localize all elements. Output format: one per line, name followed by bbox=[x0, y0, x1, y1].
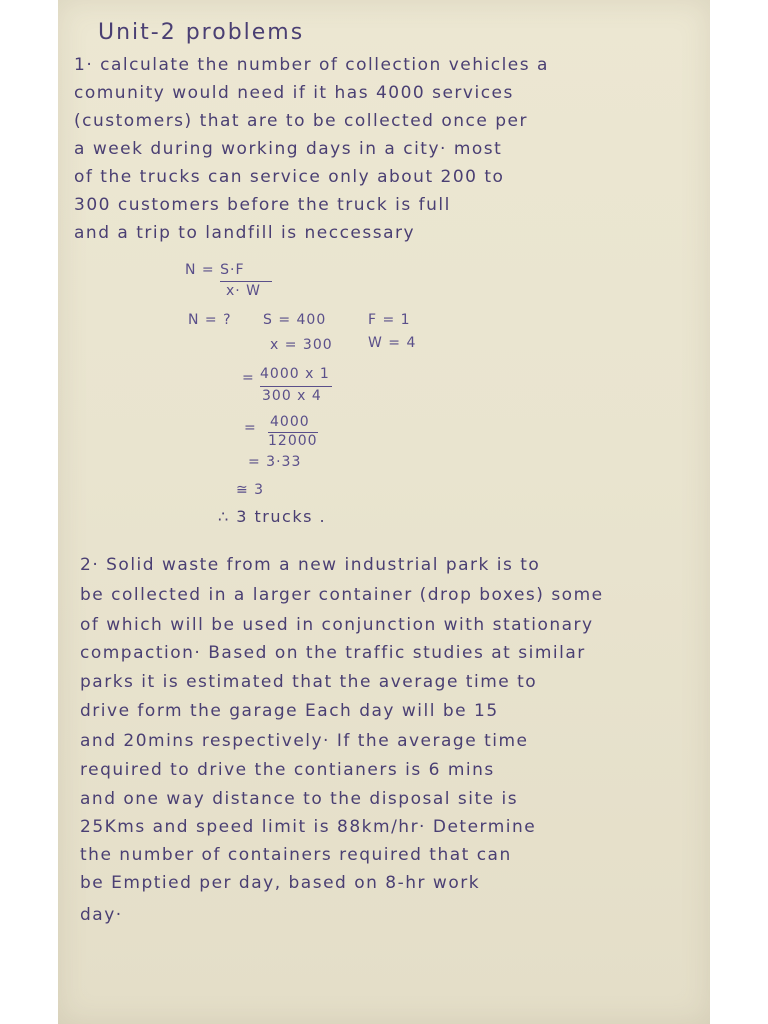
problem-2-line: be Emptied per day, based on 8-hr work bbox=[80, 873, 481, 893]
step1-denominator: 300 x 4 bbox=[262, 388, 322, 404]
problem-2-line: required to drive the contianers is 6 mins bbox=[80, 760, 495, 780]
given-s: S = 400 bbox=[263, 312, 327, 328]
problem-2-line: parks it is estimated that the average time to bbox=[80, 672, 538, 692]
problem-1-line: (customers) that are to be collected once per bbox=[74, 111, 528, 131]
notebook-page bbox=[58, 0, 710, 1024]
problem-2-text bbox=[80, 555, 705, 935]
problem-1-line: comunity would need if it has 4000 services bbox=[74, 83, 514, 103]
step2-equals: = bbox=[244, 420, 257, 436]
problem-1-text bbox=[74, 55, 704, 255]
problem-1-line: 300 customers before the truck is full bbox=[74, 195, 451, 215]
problem-2-line: be collected in a larger container (drop boxes) some bbox=[80, 585, 604, 605]
page-title: Unit-2 problems bbox=[98, 20, 305, 45]
problem-2-line: and 20mins respectively· If the average time bbox=[80, 731, 529, 751]
problem-2-line: compaction· Based on the traffic studies at similar bbox=[80, 643, 586, 663]
problem-1-answer: ∴ 3 trucks . bbox=[218, 507, 327, 526]
formula-numerator: N = S·F bbox=[185, 262, 245, 278]
step3-result: = 3·33 bbox=[248, 454, 302, 470]
problem-1-line: a week during working days in a city· most bbox=[74, 139, 503, 159]
problem-1-line: 1· calculate the number of collection vehicles a bbox=[74, 55, 549, 75]
given-w: W = 4 bbox=[368, 335, 417, 351]
step1-fraction-bar bbox=[260, 386, 332, 387]
problem-2-line: of which will be used in conjunction with stationary bbox=[80, 615, 594, 635]
step2-numerator: 4000 bbox=[270, 414, 310, 430]
step1-numerator: 4000 x 1 bbox=[260, 366, 330, 382]
problem-1-line: and a trip to landfill is neccessary bbox=[74, 223, 416, 243]
problem-2-line: drive form the garage Each day will be 15 bbox=[80, 701, 499, 721]
formula-denominator: x· W bbox=[226, 283, 262, 299]
problem-2-line: 2· Solid waste from a new industrial park is to bbox=[80, 555, 541, 575]
step1-equals: = bbox=[242, 370, 255, 386]
given-n: N = ? bbox=[188, 312, 232, 328]
problem-2-line: 25Kms and speed limit is 88km/hr· Determine bbox=[80, 817, 537, 837]
given-f: F = 1 bbox=[368, 312, 411, 328]
problem-2-line: and one way distance to the disposal site is bbox=[80, 789, 519, 809]
given-x: x = 300 bbox=[270, 337, 333, 353]
problem-2-line: the number of containers required that can bbox=[80, 845, 512, 865]
step2-denominator: 12000 bbox=[268, 433, 318, 449]
problem-1-line: of the trucks can service only about 200 to bbox=[74, 167, 505, 187]
formula-fraction-bar bbox=[220, 281, 272, 282]
problem-2-line: day· bbox=[80, 905, 123, 925]
approx-result: ≅ 3 bbox=[236, 482, 265, 498]
